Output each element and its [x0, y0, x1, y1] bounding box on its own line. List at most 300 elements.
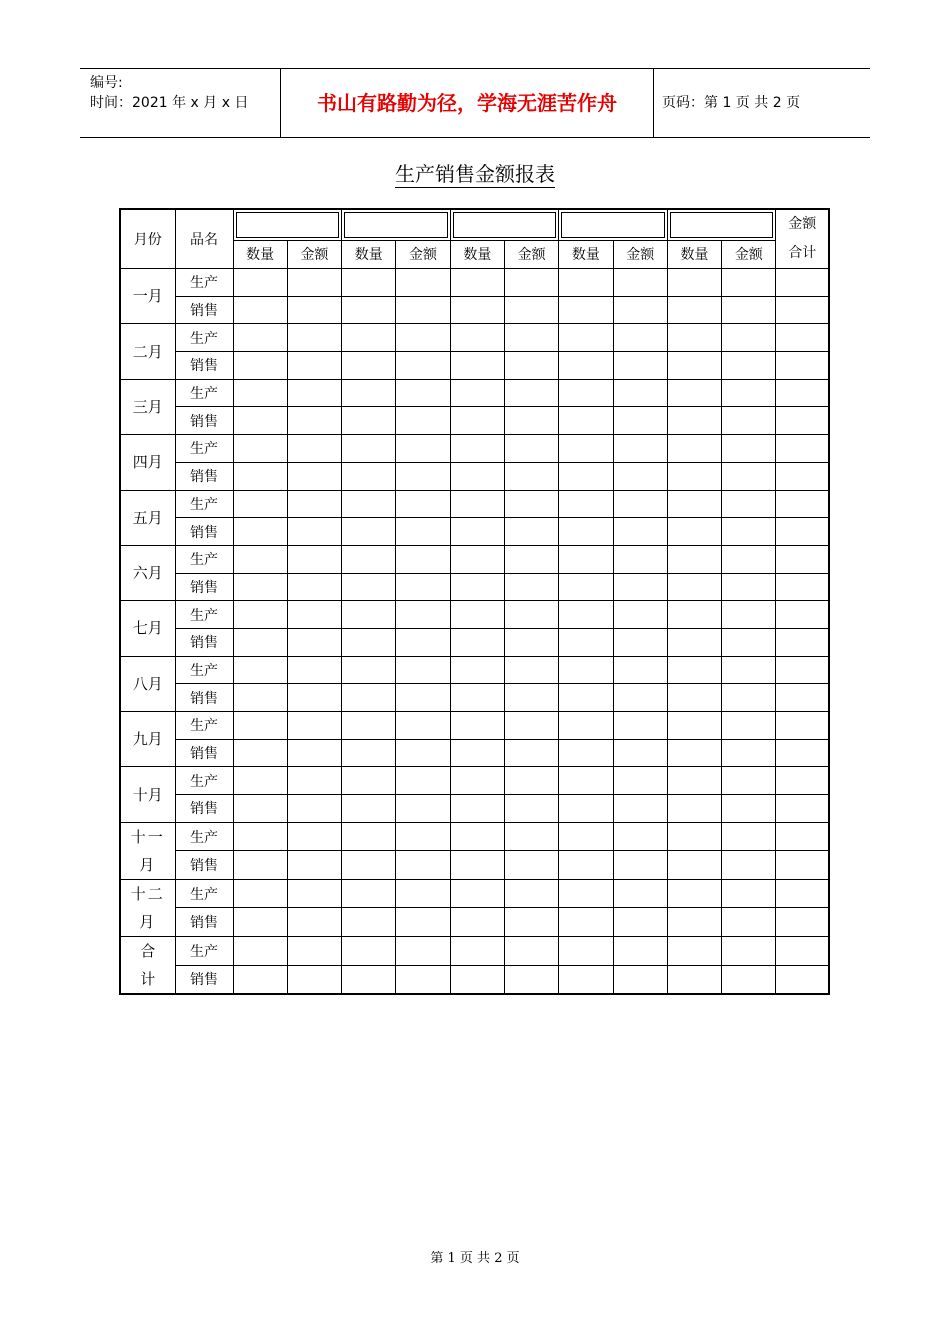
- quantity-cell[interactable]: [667, 712, 721, 740]
- amount-cell[interactable]: [287, 352, 341, 380]
- quantity-cell[interactable]: [342, 296, 396, 324]
- amount-cell[interactable]: [287, 518, 341, 546]
- quantity-cell[interactable]: [233, 965, 287, 994]
- amount-cell[interactable]: [504, 324, 558, 352]
- amount-cell[interactable]: [613, 462, 667, 490]
- quantity-cell[interactable]: [342, 795, 396, 823]
- amount-cell[interactable]: [722, 545, 776, 573]
- amount-cell[interactable]: [396, 296, 450, 324]
- quantity-cell[interactable]: [233, 490, 287, 518]
- quantity-cell[interactable]: [233, 296, 287, 324]
- quantity-cell[interactable]: [559, 851, 613, 880]
- amount-cell[interactable]: [287, 851, 341, 880]
- amount-cell[interactable]: [287, 936, 341, 965]
- amount-cell[interactable]: [396, 462, 450, 490]
- amount-cell[interactable]: [396, 518, 450, 546]
- amount-cell[interactable]: [396, 795, 450, 823]
- amount-cell[interactable]: [287, 767, 341, 795]
- product-name-cell: 销售: [175, 739, 233, 767]
- amount-cell[interactable]: [613, 936, 667, 965]
- quantity-cell[interactable]: [233, 269, 287, 297]
- quantity-cell[interactable]: [450, 965, 504, 994]
- amount-cell[interactable]: [396, 407, 450, 435]
- quantity-cell[interactable]: [559, 435, 613, 463]
- total-amount-cell[interactable]: [776, 822, 829, 851]
- quantity-cell[interactable]: [233, 684, 287, 712]
- quantity-cell[interactable]: [450, 851, 504, 880]
- amount-cell[interactable]: [613, 490, 667, 518]
- amount-cell[interactable]: [722, 628, 776, 656]
- amount-cell[interactable]: [396, 352, 450, 380]
- amount-cell[interactable]: [722, 767, 776, 795]
- quantity-cell[interactable]: [559, 518, 613, 546]
- quantity-cell[interactable]: [450, 879, 504, 908]
- quantity-cell[interactable]: [450, 908, 504, 937]
- quantity-cell[interactable]: [667, 908, 721, 937]
- amount-cell[interactable]: [504, 739, 558, 767]
- month-cell: 合计: [120, 936, 175, 994]
- quantity-cell[interactable]: [233, 767, 287, 795]
- total-amount-cell[interactable]: [776, 628, 829, 656]
- total-amount-cell[interactable]: [776, 601, 829, 629]
- amount-cell[interactable]: [287, 965, 341, 994]
- amount-cell[interactable]: [722, 739, 776, 767]
- total-amount-cell[interactable]: [776, 936, 829, 965]
- amount-cell[interactable]: [722, 656, 776, 684]
- quantity-cell[interactable]: [667, 822, 721, 851]
- quantity-cell[interactable]: [233, 518, 287, 546]
- quantity-cell[interactable]: [450, 767, 504, 795]
- amount-cell[interactable]: [287, 545, 341, 573]
- amount-cell[interactable]: [287, 822, 341, 851]
- quantity-cell[interactable]: [342, 936, 396, 965]
- quantity-cell[interactable]: [559, 379, 613, 407]
- amount-cell[interactable]: [613, 269, 667, 297]
- quantity-cell[interactable]: [667, 739, 721, 767]
- quantity-cell[interactable]: [342, 269, 396, 297]
- amount-cell[interactable]: [504, 352, 558, 380]
- quantity-cell[interactable]: [450, 573, 504, 601]
- amount-cell[interactable]: [287, 324, 341, 352]
- quantity-cell[interactable]: [450, 795, 504, 823]
- quantity-cell[interactable]: [450, 462, 504, 490]
- total-amount-cell[interactable]: [776, 269, 829, 297]
- quantity-cell[interactable]: [667, 518, 721, 546]
- amount-cell[interactable]: [287, 656, 341, 684]
- amount-cell[interactable]: [504, 965, 558, 994]
- product-group-name-box[interactable]: [670, 212, 774, 238]
- quantity-cell[interactable]: [450, 490, 504, 518]
- total-amount-cell[interactable]: [776, 656, 829, 684]
- amount-cell[interactable]: [722, 601, 776, 629]
- amount-cell[interactable]: [613, 628, 667, 656]
- quantity-cell[interactable]: [233, 936, 287, 965]
- quantity-cell[interactable]: [667, 435, 721, 463]
- amount-cell[interactable]: [287, 296, 341, 324]
- quantity-cell[interactable]: [667, 601, 721, 629]
- quantity-cell[interactable]: [667, 462, 721, 490]
- total-amount-cell[interactable]: [776, 435, 829, 463]
- product-group-name-box[interactable]: [453, 212, 557, 238]
- amount-cell[interactable]: [722, 269, 776, 297]
- amount-cell[interactable]: [287, 879, 341, 908]
- amount-cell[interactable]: [504, 795, 558, 823]
- quantity-cell[interactable]: [233, 462, 287, 490]
- amount-cell[interactable]: [287, 490, 341, 518]
- amount-cell[interactable]: [396, 851, 450, 880]
- total-amount-cell[interactable]: [776, 352, 829, 380]
- amount-cell[interactable]: [504, 462, 558, 490]
- amount-cell[interactable]: [504, 936, 558, 965]
- amount-cell[interactable]: [722, 822, 776, 851]
- quantity-cell[interactable]: [559, 684, 613, 712]
- quantity-cell[interactable]: [450, 379, 504, 407]
- quantity-cell[interactable]: [559, 739, 613, 767]
- total-amount-cell[interactable]: [776, 684, 829, 712]
- amount-cell[interactable]: [504, 601, 558, 629]
- quantity-cell[interactable]: [233, 545, 287, 573]
- amount-cell[interactable]: [722, 462, 776, 490]
- quantity-cell[interactable]: [450, 628, 504, 656]
- total-amount-cell[interactable]: [776, 379, 829, 407]
- quantity-cell[interactable]: [667, 296, 721, 324]
- quantity-cell[interactable]: [342, 908, 396, 937]
- amount-cell[interactable]: [504, 407, 558, 435]
- amount-cell[interactable]: [504, 879, 558, 908]
- amount-cell[interactable]: [396, 628, 450, 656]
- quantity-cell[interactable]: [233, 739, 287, 767]
- quantity-cell[interactable]: [342, 965, 396, 994]
- amount-cell[interactable]: [613, 296, 667, 324]
- amount-cell[interactable]: [722, 352, 776, 380]
- amount-cell[interactable]: [613, 851, 667, 880]
- quantity-cell[interactable]: [342, 435, 396, 463]
- quantity-cell[interactable]: [342, 407, 396, 435]
- amount-cell[interactable]: [287, 269, 341, 297]
- amount-cell[interactable]: [504, 518, 558, 546]
- quantity-cell[interactable]: [667, 767, 721, 795]
- quantity-cell[interactable]: [342, 324, 396, 352]
- amount-cell[interactable]: [287, 684, 341, 712]
- quantity-cell[interactable]: [667, 379, 721, 407]
- amount-cell[interactable]: [504, 628, 558, 656]
- amount-cell[interactable]: [504, 490, 558, 518]
- amount-cell[interactable]: [613, 379, 667, 407]
- amount-cell[interactable]: [396, 739, 450, 767]
- quantity-cell[interactable]: [233, 324, 287, 352]
- quantity-cell[interactable]: [233, 795, 287, 823]
- quantity-cell[interactable]: [342, 656, 396, 684]
- quantity-cell[interactable]: [559, 462, 613, 490]
- quantity-cell[interactable]: [450, 545, 504, 573]
- quantity-cell[interactable]: [450, 518, 504, 546]
- amount-cell[interactable]: [504, 767, 558, 795]
- amount-cell[interactable]: [396, 767, 450, 795]
- amount-cell[interactable]: [504, 822, 558, 851]
- quantity-cell[interactable]: [559, 352, 613, 380]
- total-amount-cell[interactable]: [776, 573, 829, 601]
- quantity-cell[interactable]: [233, 656, 287, 684]
- quantity-cell[interactable]: [559, 601, 613, 629]
- amount-cell[interactable]: [396, 712, 450, 740]
- amount-cell[interactable]: [722, 573, 776, 601]
- quantity-cell[interactable]: [559, 767, 613, 795]
- quantity-cell[interactable]: [342, 352, 396, 380]
- total-amount-cell[interactable]: [776, 462, 829, 490]
- amount-cell[interactable]: [396, 435, 450, 463]
- product-name-cell: 销售: [175, 352, 233, 380]
- quantity-cell[interactable]: [559, 908, 613, 937]
- quantity-cell[interactable]: [233, 822, 287, 851]
- amount-cell[interactable]: [613, 712, 667, 740]
- quantity-cell[interactable]: [559, 545, 613, 573]
- amount-cell[interactable]: [396, 965, 450, 994]
- quantity-cell[interactable]: [450, 601, 504, 629]
- amount-cell[interactable]: [504, 712, 558, 740]
- amount-cell[interactable]: [396, 573, 450, 601]
- amount-cell[interactable]: [504, 296, 558, 324]
- header-page-info: 页码：第 1 页 共 2 页: [662, 95, 801, 111]
- total-amount-cell[interactable]: [776, 490, 829, 518]
- amount-cell[interactable]: [504, 684, 558, 712]
- quantity-cell[interactable]: [667, 628, 721, 656]
- amount-cell[interactable]: [613, 573, 667, 601]
- quantity-cell[interactable]: [667, 324, 721, 352]
- amount-cell[interactable]: [396, 822, 450, 851]
- amount-cell[interactable]: [722, 324, 776, 352]
- amount-cell[interactable]: [287, 573, 341, 601]
- quantity-cell[interactable]: [233, 851, 287, 880]
- product-group-name-box[interactable]: [561, 212, 665, 238]
- quantity-cell[interactable]: [667, 573, 721, 601]
- amount-cell[interactable]: [396, 324, 450, 352]
- quantity-cell[interactable]: [342, 822, 396, 851]
- total-amount-cell[interactable]: [776, 795, 829, 823]
- amount-cell[interactable]: [613, 684, 667, 712]
- quantity-cell[interactable]: [450, 296, 504, 324]
- quantity-cell[interactable]: [342, 767, 396, 795]
- quantity-cell[interactable]: [559, 324, 613, 352]
- quantity-cell[interactable]: [559, 965, 613, 994]
- amount-cell[interactable]: [396, 545, 450, 573]
- quantity-cell[interactable]: [559, 936, 613, 965]
- quantity-cell[interactable]: [450, 269, 504, 297]
- amount-cell[interactable]: [613, 965, 667, 994]
- quantity-cell[interactable]: [667, 490, 721, 518]
- quantity-cell[interactable]: [450, 407, 504, 435]
- amount-cell[interactable]: [396, 490, 450, 518]
- amount-cell[interactable]: [613, 518, 667, 546]
- quantity-cell[interactable]: [559, 490, 613, 518]
- quantity-cell[interactable]: [667, 269, 721, 297]
- amount-cell[interactable]: [722, 936, 776, 965]
- amount-cell[interactable]: [613, 656, 667, 684]
- quantity-cell[interactable]: [559, 296, 613, 324]
- amount-cell[interactable]: [613, 739, 667, 767]
- quantity-cell[interactable]: [450, 435, 504, 463]
- quantity-cell[interactable]: [233, 573, 287, 601]
- quantity-cell[interactable]: [233, 352, 287, 380]
- quantity-cell[interactable]: [450, 352, 504, 380]
- quantity-cell[interactable]: [342, 573, 396, 601]
- table-row: [120, 795, 829, 823]
- quantity-cell[interactable]: [450, 656, 504, 684]
- amount-cell[interactable]: [613, 352, 667, 380]
- amount-cell[interactable]: [613, 908, 667, 937]
- quantity-cell[interactable]: [450, 324, 504, 352]
- quantity-cell[interactable]: [342, 879, 396, 908]
- amount-cell[interactable]: [722, 518, 776, 546]
- quantity-cell[interactable]: [233, 712, 287, 740]
- amount-cell[interactable]: [504, 545, 558, 573]
- quantity-cell[interactable]: [342, 518, 396, 546]
- amount-cell[interactable]: [287, 462, 341, 490]
- amount-cell[interactable]: [287, 795, 341, 823]
- quantity-cell[interactable]: [233, 879, 287, 908]
- quantity-cell[interactable]: [559, 628, 613, 656]
- amount-cell[interactable]: [722, 684, 776, 712]
- amount-cell[interactable]: [396, 601, 450, 629]
- quantity-cell[interactable]: [559, 269, 613, 297]
- amount-cell[interactable]: [613, 879, 667, 908]
- quantity-cell[interactable]: [667, 879, 721, 908]
- quantity-cell[interactable]: [559, 407, 613, 435]
- total-amount-cell[interactable]: [776, 908, 829, 937]
- product-name-cell: 生产: [175, 822, 233, 851]
- amount-cell[interactable]: [287, 435, 341, 463]
- amount-cell[interactable]: [504, 573, 558, 601]
- quantity-cell[interactable]: [233, 407, 287, 435]
- amount-cell[interactable]: [396, 908, 450, 937]
- quantity-cell[interactable]: [450, 822, 504, 851]
- amount-cell[interactable]: [287, 908, 341, 937]
- table-row: [120, 908, 829, 937]
- total-amount-cell[interactable]: [776, 545, 829, 573]
- quantity-cell[interactable]: [667, 965, 721, 994]
- quantity-cell[interactable]: [450, 739, 504, 767]
- quantity-cell[interactable]: [233, 628, 287, 656]
- amount-cell[interactable]: [396, 684, 450, 712]
- amount-cell[interactable]: [504, 851, 558, 880]
- quantity-cell[interactable]: [233, 379, 287, 407]
- product-group-name-box[interactable]: [236, 212, 340, 238]
- amount-cell[interactable]: [722, 908, 776, 937]
- total-amount-cell[interactable]: [776, 767, 829, 795]
- amount-cell[interactable]: [722, 435, 776, 463]
- quantity-cell[interactable]: [559, 573, 613, 601]
- amount-cell[interactable]: [722, 851, 776, 880]
- quantity-cell[interactable]: [450, 712, 504, 740]
- total-amount-cell[interactable]: [776, 965, 829, 994]
- amount-cell[interactable]: [287, 739, 341, 767]
- quantity-cell[interactable]: [667, 352, 721, 380]
- amount-cell[interactable]: [504, 269, 558, 297]
- quantity-cell[interactable]: [667, 684, 721, 712]
- amount-cell[interactable]: [722, 965, 776, 994]
- quantity-cell[interactable]: [342, 739, 396, 767]
- amount-cell[interactable]: [287, 712, 341, 740]
- amount-cell[interactable]: [613, 407, 667, 435]
- amount-cell[interactable]: [504, 379, 558, 407]
- amount-cell[interactable]: [613, 545, 667, 573]
- amount-cell[interactable]: [613, 795, 667, 823]
- quantity-cell[interactable]: [342, 462, 396, 490]
- product-group-name-box[interactable]: [344, 212, 448, 238]
- quantity-cell[interactable]: [559, 656, 613, 684]
- quantity-cell[interactable]: [667, 936, 721, 965]
- quantity-cell[interactable]: [342, 851, 396, 880]
- quantity-cell[interactable]: [342, 712, 396, 740]
- amount-cell[interactable]: [287, 407, 341, 435]
- total-amount-cell[interactable]: [776, 739, 829, 767]
- amount-cell[interactable]: [504, 908, 558, 937]
- quantity-cell[interactable]: [559, 795, 613, 823]
- amount-cell[interactable]: [613, 435, 667, 463]
- amount-cell[interactable]: [722, 795, 776, 823]
- quantity-cell[interactable]: [233, 908, 287, 937]
- table-row: [120, 851, 829, 880]
- total-amount-cell[interactable]: [776, 518, 829, 546]
- total-amount-cell[interactable]: [776, 407, 829, 435]
- amount-cell[interactable]: [396, 379, 450, 407]
- amount-cell[interactable]: [722, 712, 776, 740]
- quantity-cell[interactable]: [559, 822, 613, 851]
- total-amount-cell[interactable]: [776, 879, 829, 908]
- quantity-cell[interactable]: [667, 656, 721, 684]
- amount-cell[interactable]: [722, 879, 776, 908]
- quantity-cell[interactable]: [342, 379, 396, 407]
- amount-cell[interactable]: [287, 601, 341, 629]
- table-row: [120, 965, 829, 994]
- quantity-cell[interactable]: [233, 435, 287, 463]
- amount-cell[interactable]: [396, 656, 450, 684]
- quantity-cell[interactable]: [667, 851, 721, 880]
- amount-cell[interactable]: [504, 435, 558, 463]
- amount-cell[interactable]: [613, 601, 667, 629]
- quantity-cell[interactable]: [342, 490, 396, 518]
- quantity-cell[interactable]: [342, 601, 396, 629]
- quantity-cell[interactable]: [667, 407, 721, 435]
- amount-cell[interactable]: [287, 628, 341, 656]
- quantity-cell[interactable]: [233, 601, 287, 629]
- quantity-cell[interactable]: [667, 545, 721, 573]
- quantity-cell[interactable]: [342, 684, 396, 712]
- total-amount-cell[interactable]: [776, 324, 829, 352]
- amount-cell[interactable]: [396, 879, 450, 908]
- total-amount-cell[interactable]: [776, 296, 829, 324]
- amount-cell[interactable]: [722, 490, 776, 518]
- amount-cell[interactable]: [722, 407, 776, 435]
- amount-cell[interactable]: [396, 269, 450, 297]
- quantity-cell[interactable]: [342, 628, 396, 656]
- amount-cell[interactable]: [396, 936, 450, 965]
- amount-cell[interactable]: [613, 822, 667, 851]
- amount-cell[interactable]: [613, 324, 667, 352]
- amount-cell[interactable]: [504, 656, 558, 684]
- amount-cell[interactable]: [722, 379, 776, 407]
- quantity-cell[interactable]: [450, 684, 504, 712]
- amount-cell[interactable]: [287, 379, 341, 407]
- amount-cell[interactable]: [722, 296, 776, 324]
- quantity-cell[interactable]: [667, 795, 721, 823]
- quantity-cell[interactable]: [342, 545, 396, 573]
- quantity-cell[interactable]: [559, 879, 613, 908]
- total-amount-cell[interactable]: [776, 712, 829, 740]
- quantity-cell[interactable]: [450, 936, 504, 965]
- total-amount-cell[interactable]: [776, 851, 829, 880]
- quantity-cell[interactable]: [559, 712, 613, 740]
- amount-cell[interactable]: [613, 767, 667, 795]
